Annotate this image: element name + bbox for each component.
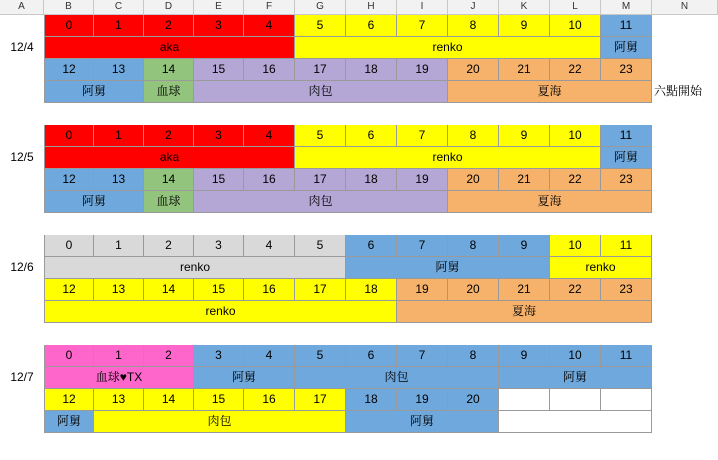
hour-cell[interactable]: 19 (397, 389, 448, 411)
hour-cell[interactable]: 21 (499, 59, 550, 81)
day-label (0, 389, 44, 411)
note-cell[interactable] (652, 301, 718, 323)
assignment-cell[interactable]: 阿舅 (346, 411, 499, 433)
column-header-g[interactable]: G (295, 0, 346, 14)
column-header-c[interactable]: C (94, 0, 144, 14)
schedule-row (0, 235, 718, 257)
row-spacer (0, 103, 718, 125)
hour-cell[interactable]: 10 (550, 235, 601, 257)
day-label (0, 15, 44, 37)
hour-cell[interactable]: 12 (44, 59, 94, 81)
hour-cell[interactable] (499, 389, 550, 411)
hour-cell[interactable]: 16 (244, 169, 295, 191)
day-label (0, 125, 44, 147)
day-label: 12/4 (0, 37, 44, 59)
hour-cell[interactable]: 6 (346, 15, 397, 37)
hour-cell[interactable] (550, 389, 601, 411)
hour-cell[interactable]: 15 (194, 59, 244, 81)
hour-cell[interactable]: 13 (94, 389, 144, 411)
day-label (0, 191, 44, 213)
day-label: 12/6 (0, 257, 44, 279)
day-label (0, 235, 44, 257)
schedule-row (0, 301, 718, 323)
hour-cell[interactable]: 17 (295, 169, 346, 191)
hour-cell[interactable]: 0 (44, 125, 94, 147)
hour-cell[interactable]: 8 (448, 15, 499, 37)
hour-cell[interactable]: 12 (44, 169, 94, 191)
assignment-cell[interactable]: 肉包 (194, 191, 448, 213)
note-cell[interactable] (652, 389, 718, 411)
hour-cell[interactable]: 8 (448, 345, 499, 367)
hour-cell[interactable]: 12 (44, 389, 94, 411)
assignment-cell[interactable]: 阿舅 (601, 147, 652, 169)
schedule-row (0, 411, 718, 433)
hour-cell[interactable]: 20 (448, 389, 499, 411)
day-label (0, 411, 44, 433)
hour-cell[interactable]: 3 (194, 345, 244, 367)
hour-cell[interactable]: 18 (346, 169, 397, 191)
note-cell[interactable] (652, 411, 718, 433)
day-label (0, 345, 44, 367)
hour-cell[interactable]: 18 (346, 59, 397, 81)
note-cell[interactable] (652, 125, 718, 147)
hour-cell[interactable]: 6 (346, 345, 397, 367)
hour-cell[interactable]: 2 (144, 15, 194, 37)
hour-cell[interactable]: 14 (144, 59, 194, 81)
assignment-cell[interactable]: 肉包 (94, 411, 346, 433)
assignment-cell[interactable]: renko (44, 301, 397, 323)
day-label (0, 59, 44, 81)
column-header-b[interactable]: B (44, 0, 94, 14)
note-cell[interactable] (652, 279, 718, 301)
hour-cell[interactable]: 8 (448, 125, 499, 147)
assignment-cell[interactable]: renko (295, 147, 601, 169)
assignment-cell[interactable]: 阿舅 (346, 257, 550, 279)
hour-cell[interactable]: 7 (397, 235, 448, 257)
assignment-cell[interactable]: 肉包 (295, 367, 499, 389)
hour-cell[interactable]: 23 (601, 59, 652, 81)
hour-cell[interactable]: 22 (550, 169, 601, 191)
schedule-row (0, 81, 718, 103)
hour-cell[interactable]: 1 (94, 345, 144, 367)
column-header-h[interactable]: H (346, 0, 397, 14)
assignment-cell[interactable]: 阿舅 (499, 367, 652, 389)
column-header-m[interactable]: M (601, 0, 652, 14)
hour-cell[interactable]: 10 (550, 345, 601, 367)
hour-cell[interactable]: 7 (397, 345, 448, 367)
hour-cell[interactable]: 23 (601, 279, 652, 301)
hour-cell[interactable]: 11 (601, 125, 652, 147)
hour-cell[interactable] (601, 389, 652, 411)
hour-cell[interactable]: 4 (244, 125, 295, 147)
hour-cell[interactable]: 17 (295, 389, 346, 411)
hour-cell[interactable]: 8 (448, 235, 499, 257)
hour-cell[interactable]: 16 (244, 279, 295, 301)
assignment-cell[interactable]: 阿舅 (601, 37, 652, 59)
hour-cell[interactable]: 3 (194, 125, 244, 147)
hour-cell[interactable]: 10 (550, 15, 601, 37)
hour-cell[interactable]: 5 (295, 15, 346, 37)
day-label (0, 301, 44, 323)
schedule-row (0, 389, 718, 411)
hour-cell[interactable]: 11 (601, 345, 652, 367)
hour-cell[interactable]: 3 (194, 15, 244, 37)
hour-cell[interactable]: 18 (346, 389, 397, 411)
hour-cell[interactable]: 19 (397, 279, 448, 301)
note-cell[interactable] (652, 345, 718, 367)
schedule-row (0, 15, 718, 37)
hour-cell[interactable]: 21 (499, 279, 550, 301)
assignment-cell[interactable]: 夏海 (448, 191, 652, 213)
hour-cell[interactable]: 11 (601, 15, 652, 37)
hour-cell[interactable]: 0 (44, 15, 94, 37)
note-cell[interactable] (652, 257, 718, 279)
schedule-row (0, 367, 718, 389)
assignment-cell[interactable]: 阿舅 (194, 367, 295, 389)
note-cell[interactable] (652, 147, 718, 169)
hour-cell[interactable]: 13 (94, 59, 144, 81)
hour-cell[interactable]: 9 (499, 15, 550, 37)
schedule-grid (0, 15, 718, 433)
assignment-cell[interactable]: 肉包 (194, 81, 448, 103)
note-cell[interactable] (652, 235, 718, 257)
assignment-cell[interactable]: 夏海 (397, 301, 652, 323)
hour-cell[interactable]: 9 (499, 125, 550, 147)
hour-cell[interactable]: 1 (94, 125, 144, 147)
assignment-cell[interactable]: 阿舅 (44, 81, 144, 103)
hour-cell[interactable]: 19 (397, 59, 448, 81)
note-cell[interactable] (652, 169, 718, 191)
hour-cell[interactable]: 6 (346, 235, 397, 257)
hour-cell[interactable]: 16 (244, 389, 295, 411)
hour-cell[interactable]: 2 (144, 345, 194, 367)
hour-cell[interactable]: 3 (194, 235, 244, 257)
day-label (0, 169, 44, 191)
schedule-row (0, 257, 718, 279)
hour-cell[interactable]: 18 (346, 279, 397, 301)
column-header-i[interactable]: I (397, 0, 448, 14)
hour-cell[interactable]: 10 (550, 125, 601, 147)
hour-cell[interactable]: 14 (144, 389, 194, 411)
row-spacer (0, 213, 718, 235)
day-label: 12/7 (0, 367, 44, 389)
hour-cell[interactable]: 4 (244, 15, 295, 37)
schedule-row (0, 345, 718, 367)
assignment-cell[interactable]: 夏海 (448, 81, 652, 103)
hour-cell[interactable]: 6 (346, 125, 397, 147)
column-header-l[interactable]: L (550, 0, 601, 14)
schedule-row (0, 125, 718, 147)
hour-cell[interactable]: 14 (144, 279, 194, 301)
hour-cell[interactable]: 16 (244, 59, 295, 81)
hour-cell[interactable]: 15 (194, 389, 244, 411)
hour-cell[interactable]: 23 (601, 169, 652, 191)
assignment-cell[interactable]: renko (295, 37, 601, 59)
hour-cell[interactable]: 15 (194, 169, 244, 191)
assignment-cell[interactable]: 血球 (144, 191, 194, 213)
hour-cell[interactable]: 5 (295, 345, 346, 367)
schedule-row (0, 59, 718, 81)
hour-cell[interactable]: 22 (550, 59, 601, 81)
hour-cell[interactable]: 19 (397, 169, 448, 191)
hour-cell[interactable]: 0 (44, 235, 94, 257)
note-cell[interactable] (652, 191, 718, 213)
hour-cell[interactable]: 9 (499, 345, 550, 367)
assignment-cell[interactable]: 血球 (144, 81, 194, 103)
hour-cell[interactable]: 15 (194, 279, 244, 301)
assignment-cell[interactable] (499, 411, 652, 433)
schedule-row (0, 169, 718, 191)
column-header-d[interactable]: D (144, 0, 194, 14)
column-header-e[interactable]: E (194, 0, 244, 14)
column-header-j[interactable]: J (448, 0, 499, 14)
note-cell[interactable] (652, 367, 718, 389)
assignment-cell[interactable]: 阿舅 (44, 191, 144, 213)
note-cell[interactable] (652, 37, 718, 59)
hour-cell[interactable]: 14 (144, 169, 194, 191)
column-header-a[interactable]: A (0, 0, 44, 14)
hour-cell[interactable]: 20 (448, 169, 499, 191)
schedule-row (0, 279, 718, 301)
assignment-cell[interactable]: aka (44, 37, 295, 59)
schedule-row (0, 37, 718, 59)
hour-cell[interactable]: 13 (94, 169, 144, 191)
assignment-cell[interactable]: 阿舅 (44, 411, 94, 433)
hour-cell[interactable]: 7 (397, 125, 448, 147)
note-cell[interactable] (652, 15, 718, 37)
hour-cell[interactable]: 0 (44, 345, 94, 367)
hour-cell[interactable]: 21 (499, 169, 550, 191)
hour-cell[interactable]: 22 (550, 279, 601, 301)
hour-cell[interactable]: 13 (94, 279, 144, 301)
day-label (0, 81, 44, 103)
hour-cell[interactable]: 11 (601, 235, 652, 257)
assignment-cell[interactable]: 血球♥TX (44, 367, 194, 389)
hour-cell[interactable]: 7 (397, 15, 448, 37)
hour-cell[interactable]: 12 (44, 279, 94, 301)
hour-cell[interactable]: 1 (94, 235, 144, 257)
note-cell[interactable] (652, 59, 718, 81)
hour-cell[interactable]: 4 (244, 345, 295, 367)
assignment-cell[interactable]: renko (44, 257, 346, 279)
assignment-cell[interactable]: renko (550, 257, 652, 279)
hour-cell[interactable]: 9 (499, 235, 550, 257)
note-cell[interactable]: 六點開始 (652, 81, 718, 103)
day-label (0, 279, 44, 301)
hour-cell[interactable]: 4 (244, 235, 295, 257)
hour-cell[interactable]: 20 (448, 59, 499, 81)
hour-cell[interactable]: 2 (144, 125, 194, 147)
column-header-k[interactable]: K (499, 0, 550, 14)
schedule-row (0, 147, 718, 169)
column-header-f[interactable]: F (244, 0, 295, 14)
hour-cell[interactable]: 5 (295, 235, 346, 257)
assignment-cell[interactable]: aka (44, 147, 295, 169)
hour-cell[interactable]: 20 (448, 279, 499, 301)
hour-cell[interactable]: 5 (295, 125, 346, 147)
column-header-row (0, 0, 718, 15)
hour-cell[interactable]: 17 (295, 59, 346, 81)
schedule-row (0, 191, 718, 213)
column-header-n[interactable]: N (652, 0, 718, 14)
day-label: 12/5 (0, 147, 44, 169)
hour-cell[interactable]: 17 (295, 279, 346, 301)
row-spacer (0, 323, 718, 345)
hour-cell[interactable]: 1 (94, 15, 144, 37)
hour-cell[interactable]: 2 (144, 235, 194, 257)
